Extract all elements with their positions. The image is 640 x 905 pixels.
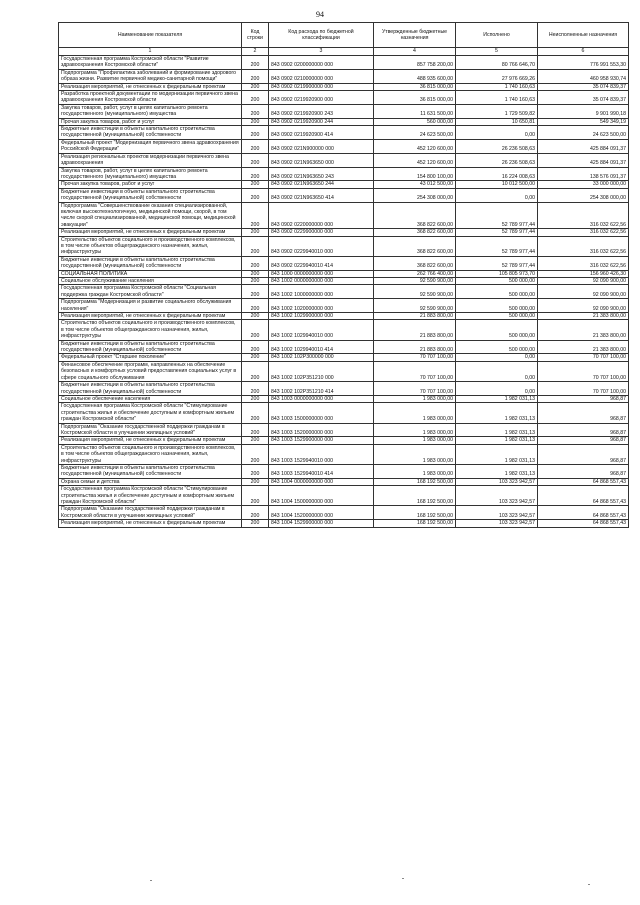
col-header-approved: Утвержденные бюджетные назначения [374, 23, 456, 48]
cell-unexecuted: 968,87 [538, 444, 629, 464]
table-row [59, 256, 629, 270]
cell-approved: 70 707 100,00 [374, 354, 456, 361]
cell-executed: 52 789 977,44 [456, 236, 538, 256]
cell-classification: 843 1002 1029940010 000 [269, 320, 374, 340]
cell-name: Федеральный проект "Модернизация первичного звена здравоохранения Российской Федерации" [59, 139, 242, 153]
cell-classification: 843 1004 0000000000 000 [269, 478, 374, 485]
cell-executed: 26 236 508,63 [456, 153, 538, 167]
cell-unexecuted: 33 000 000,00 [538, 181, 629, 188]
cell-executed: 1 982 031,13 [456, 395, 538, 402]
cell-executed: 0,00 [456, 126, 538, 140]
cell-approved: 168 192 500,00 [374, 520, 456, 527]
cell-name: Подпрограмма "Совершенствование оказания специализированной, включая высокотехнологичную, медицинской помощи, скорой, в том числе скорой специализированной, медицинской помощи, медицинской эвакуации" [59, 202, 242, 229]
cell-row-code: 200 [242, 256, 269, 270]
cell-executed: 1 729 509,82 [456, 104, 538, 118]
cell-classification: 843 1004 1520000000 000 [269, 506, 374, 520]
cell-approved: 154 800 100,00 [374, 167, 456, 181]
cell-classification: 843 1002 1029900000 000 [269, 313, 374, 320]
cell-classification: 843 0902 0229940010 414 [269, 256, 374, 270]
table-row [59, 299, 629, 313]
budget-execution-table [58, 22, 629, 528]
col-header-code: Код строки [242, 23, 269, 48]
cell-approved: 1 983 000,00 [374, 464, 456, 478]
cell-row-code: 200 [242, 382, 269, 396]
cell-approved: 488 935 600,00 [374, 69, 456, 83]
cell-unexecuted: 968,87 [538, 403, 629, 423]
cell-classification: 843 1002 1020000000 000 [269, 299, 374, 313]
cell-unexecuted: 64 868 557,43 [538, 520, 629, 527]
cell-row-code: 200 [242, 181, 269, 188]
cell-executed: 500 000,00 [456, 278, 538, 285]
cell-unexecuted: 316 032 622,56 [538, 229, 629, 236]
cell-name: Разработка проектной документации по модернизации первичного звена здравоохранения Костромской области [59, 91, 242, 105]
cell-row-code: 200 [242, 403, 269, 423]
cell-name: Строительство объектов социального и производственного комплексов, в том числе объектов общегражданского назначения, жилья, инфраструктуры [59, 444, 242, 464]
cell-executed: 52 789 977,44 [456, 229, 538, 236]
cell-row-code: 200 [242, 104, 269, 118]
cell-unexecuted: 21 383 800,00 [538, 340, 629, 354]
column-number: 1 [59, 48, 242, 56]
cell-executed: 500 000,00 [456, 313, 538, 320]
cell-approved: 168 192 500,00 [374, 506, 456, 520]
cell-classification: 843 0902 021N963650 244 [269, 181, 374, 188]
cell-executed: 10 650,81 [456, 118, 538, 125]
cell-executed: 500 000,00 [456, 320, 538, 340]
cell-row-code: 200 [242, 361, 269, 381]
cell-name: Подпрограмма "Оказание государственной поддержки гражданам в Костромской области в улучшении жилищных условий" [59, 423, 242, 437]
cell-name: Реализация мероприятий, не отнесенных к федеральным проектам [59, 313, 242, 320]
column-number: 5 [456, 48, 538, 56]
cell-classification: 843 0902 021N963650 414 [269, 188, 374, 202]
cell-classification: 843 1002 102P351210 414 [269, 382, 374, 396]
cell-unexecuted: 21 383 800,00 [538, 313, 629, 320]
cell-name: Реализация мероприятий, не отнесенных к федеральным проектам [59, 83, 242, 90]
cell-name: Государственная программа Костромской области "Развитие здравоохранения Костромской области" [59, 56, 242, 70]
cell-classification: 843 0902 0229940010 000 [269, 236, 374, 256]
cell-classification: 843 0902 021N900000 000 [269, 139, 374, 153]
table-row [59, 486, 629, 506]
cell-unexecuted: 425 884 091,37 [538, 139, 629, 153]
cell-unexecuted: 968,87 [538, 395, 629, 402]
cell-unexecuted: 316 032 622,56 [538, 202, 629, 229]
cell-classification: 843 1003 1520000000 000 [269, 423, 374, 437]
cell-row-code: 200 [242, 167, 269, 181]
cell-executed: 52 789 977,44 [456, 202, 538, 229]
table-row [59, 320, 629, 340]
cell-executed: 16 224 008,63 [456, 167, 538, 181]
table-row [59, 520, 629, 527]
cell-classification: 843 1003 0000000000 000 [269, 395, 374, 402]
cell-executed: 0,00 [456, 188, 538, 202]
cell-unexecuted: 70 707 100,00 [538, 361, 629, 381]
cell-row-code: 200 [242, 139, 269, 153]
cell-executed: 1 982 031,13 [456, 403, 538, 423]
cell-row-code: 200 [242, 56, 269, 70]
cell-row-code: 200 [242, 188, 269, 202]
cell-row-code: 200 [242, 91, 269, 105]
cell-approved: 1 983 000,00 [374, 395, 456, 402]
cell-executed: 0,00 [456, 382, 538, 396]
cell-unexecuted: 35 074 839,37 [538, 91, 629, 105]
cell-executed: 1 982 031,13 [456, 423, 538, 437]
cell-executed: 103 323 942,57 [456, 520, 538, 527]
cell-executed: 500 000,00 [456, 285, 538, 299]
column-number: 2 [242, 48, 269, 56]
cell-row-code: 200 [242, 313, 269, 320]
cell-approved: 1 983 000,00 [374, 444, 456, 464]
cell-row-code: 200 [242, 340, 269, 354]
table-row [59, 506, 629, 520]
col-header-classification: Код расхода по бюджетной классификации [269, 23, 374, 48]
cell-unexecuted: 968,87 [538, 464, 629, 478]
cell-executed: 1 982 031,13 [456, 437, 538, 444]
cell-approved: 1 983 000,00 [374, 403, 456, 423]
cell-unexecuted: 92 090 900,00 [538, 299, 629, 313]
table-row [59, 444, 629, 464]
table-row [59, 313, 629, 320]
cell-unexecuted: 138 576 091,37 [538, 167, 629, 181]
cell-row-code: 200 [242, 354, 269, 361]
cell-classification: 843 1002 102P300000 000 [269, 354, 374, 361]
table-row [59, 361, 629, 381]
table-row [59, 403, 629, 423]
column-number: 6 [538, 48, 629, 56]
cell-classification: 843 1002 102P351210 000 [269, 361, 374, 381]
page-number: 94 [316, 10, 324, 19]
table-row [59, 118, 629, 125]
cell-classification: 843 1003 1529940010 000 [269, 444, 374, 464]
cell-classification: 843 0902 0219920900 000 [269, 91, 374, 105]
cell-unexecuted: 776 991 553,30 [538, 56, 629, 70]
cell-approved: 254 308 000,00 [374, 188, 456, 202]
cell-executed: 1 740 160,63 [456, 83, 538, 90]
cell-name: Закупка товаров, работ, услуг в целях капитального ремонта государственного (муниципального) имущества [59, 167, 242, 181]
cell-name: Бюджетные инвестиции в объекты капитального строительства государственной (муниципальной) собственности [59, 464, 242, 478]
cell-classification: 843 0902 0219900000 000 [269, 83, 374, 90]
cell-classification: 843 0902 0219920900 243 [269, 104, 374, 118]
cell-unexecuted: 64 868 557,43 [538, 506, 629, 520]
cell-executed: 500 000,00 [456, 340, 538, 354]
table-row [59, 139, 629, 153]
cell-approved: 21 883 800,00 [374, 313, 456, 320]
cell-name: Прочая закупка товаров, работ и услуг [59, 118, 242, 125]
scan-speck [588, 884, 590, 885]
cell-row-code: 200 [242, 278, 269, 285]
cell-row-code: 200 [242, 202, 269, 229]
cell-approved: 168 192 500,00 [374, 478, 456, 485]
cell-row-code: 200 [242, 486, 269, 506]
cell-executed: 0,00 [456, 361, 538, 381]
cell-unexecuted: 425 884 091,37 [538, 153, 629, 167]
cell-executed: 500 000,00 [456, 299, 538, 313]
table-row [59, 91, 629, 105]
table-row [59, 278, 629, 285]
cell-approved: 1 983 000,00 [374, 437, 456, 444]
cell-name: Реализация мероприятий, не отнесенных к федеральным проектам [59, 437, 242, 444]
table-row [59, 69, 629, 83]
cell-name: Закупка товаров, работ, услуг в целях капитального ремонта государственного (муниципального) имущества [59, 104, 242, 118]
cell-row-code: 200 [242, 423, 269, 437]
cell-approved: 21 883 800,00 [374, 340, 456, 354]
table-row [59, 478, 629, 485]
cell-unexecuted: 70 707 100,00 [538, 354, 629, 361]
table-row [59, 202, 629, 229]
cell-approved: 70 707 100,00 [374, 382, 456, 396]
cell-name: Реализация мероприятий, не отнесенных к федеральным проектам [59, 520, 242, 527]
cell-row-code: 200 [242, 153, 269, 167]
cell-approved: 21 883 800,00 [374, 320, 456, 340]
table-header-row [59, 23, 629, 48]
cell-classification: 843 1003 1500000000 000 [269, 403, 374, 423]
cell-name: Подпрограмма "Оказание государственной поддержки гражданам в Костромской области в улучшении жилищных условий" [59, 506, 242, 520]
cell-name: Социальное обслуживание населения [59, 278, 242, 285]
cell-executed: 80 766 646,70 [456, 56, 538, 70]
cell-executed: 105 805 973,70 [456, 270, 538, 277]
table-row [59, 153, 629, 167]
scan-speck [402, 878, 404, 879]
cell-executed: 10 012 500,00 [456, 181, 538, 188]
cell-approved: 560 000,00 [374, 118, 456, 125]
cell-unexecuted: 968,87 [538, 423, 629, 437]
cell-name: Реализация региональных проектов модернизации первичного звена здравоохранения [59, 153, 242, 167]
cell-name: Подпрограмма "Модернизация и развитие социального обслуживания населения" [59, 299, 242, 313]
col-header-name: Наименование показателя [59, 23, 242, 48]
table-row [59, 83, 629, 90]
cell-name: Подпрограмма "Профилактика заболеваний и формирование здорового образа жизни. Развитие первичной медико-санитарной помощи" [59, 69, 242, 83]
cell-row-code: 200 [242, 270, 269, 277]
table-row [59, 236, 629, 256]
cell-approved: 368 822 600,00 [374, 229, 456, 236]
table-row [59, 423, 629, 437]
cell-approved: 262 766 400,00 [374, 270, 456, 277]
cell-row-code: 200 [242, 236, 269, 256]
cell-approved: 11 631 500,00 [374, 104, 456, 118]
cell-unexecuted: 92 090 900,00 [538, 278, 629, 285]
cell-row-code: 200 [242, 229, 269, 236]
cell-approved: 168 192 500,00 [374, 486, 456, 506]
scan-speck [150, 880, 152, 881]
cell-row-code: 200 [242, 506, 269, 520]
cell-unexecuted: 254 308 000,00 [538, 188, 629, 202]
cell-classification: 843 0902 0210000000 000 [269, 69, 374, 83]
cell-unexecuted: 92 090 900,00 [538, 285, 629, 299]
cell-executed: 0,00 [456, 354, 538, 361]
cell-row-code: 200 [242, 126, 269, 140]
cell-executed: 103 323 942,57 [456, 486, 538, 506]
cell-row-code: 200 [242, 437, 269, 444]
cell-approved: 1 983 000,00 [374, 423, 456, 437]
cell-name: Социальное обеспечение населения [59, 395, 242, 402]
cell-classification: 843 1000 0000000000 000 [269, 270, 374, 277]
table-row [59, 126, 629, 140]
cell-row-code: 200 [242, 83, 269, 90]
cell-executed: 103 323 942,57 [456, 506, 538, 520]
cell-unexecuted: 64 868 557,43 [538, 486, 629, 506]
cell-classification: 843 0902 0200000000 000 [269, 56, 374, 70]
cell-approved: 452 120 600,00 [374, 153, 456, 167]
table-row [59, 56, 629, 70]
table-body [59, 56, 629, 528]
table-row [59, 382, 629, 396]
cell-name: Строительство объектов социального и производственного комплексов, в том числе объектов общегражданского назначения, жилья, инфраструктуры [59, 236, 242, 256]
cell-row-code: 200 [242, 69, 269, 83]
cell-executed: 1 982 031,13 [456, 464, 538, 478]
cell-approved: 36 815 000,00 [374, 83, 456, 90]
column-number: 4 [374, 48, 456, 56]
cell-name: СОЦИАЛЬНАЯ ПОЛИТИКА [59, 270, 242, 277]
cell-row-code: 200 [242, 464, 269, 478]
cell-row-code: 200 [242, 320, 269, 340]
cell-name: Бюджетные инвестиции в объекты капитального строительства государственной (муниципальной) собственности [59, 126, 242, 140]
table-row [59, 229, 629, 236]
cell-unexecuted: 968,87 [538, 437, 629, 444]
cell-row-code: 200 [242, 478, 269, 485]
cell-classification: 843 0902 0219920900 414 [269, 126, 374, 140]
cell-name: Бюджетные инвестиции в объекты капитального строительства государственной (муниципальной) собственности [59, 188, 242, 202]
table-row [59, 395, 629, 402]
table-row [59, 167, 629, 181]
cell-executed: 103 323 942,57 [456, 478, 538, 485]
cell-classification: 843 1002 1000000000 000 [269, 285, 374, 299]
cell-row-code: 200 [242, 395, 269, 402]
cell-unexecuted: 9 901 990,18 [538, 104, 629, 118]
cell-classification: 843 1003 1529940010 414 [269, 464, 374, 478]
table-row [59, 354, 629, 361]
table-row [59, 285, 629, 299]
table-row [59, 104, 629, 118]
cell-classification: 843 1004 1500000000 000 [269, 486, 374, 506]
cell-classification: 843 0902 021N963650 000 [269, 153, 374, 167]
cell-approved: 43 012 500,00 [374, 181, 456, 188]
cell-classification: 843 1004 1529900000 000 [269, 520, 374, 527]
table-row [59, 188, 629, 202]
cell-name: Строительство объектов социального и производственного комплексов, в том числе объектов общегражданского назначения, жилья, инфраструктуры [59, 320, 242, 340]
cell-name: Охрана семьи и детства [59, 478, 242, 485]
cell-classification: 843 1002 1029940010 414 [269, 340, 374, 354]
cell-approved: 452 120 600,00 [374, 139, 456, 153]
cell-executed: 1 740 160,63 [456, 91, 538, 105]
table-row [59, 464, 629, 478]
col-header-unexecuted: Неисполненные назначения [538, 23, 629, 48]
cell-name: Бюджетные инвестиции в объекты капитального строительства государственной (муниципальной) собственности [59, 256, 242, 270]
cell-name: Федеральный проект "Старшее поколение" [59, 354, 242, 361]
cell-row-code: 200 [242, 444, 269, 464]
cell-classification: 843 0902 0219920900 244 [269, 118, 374, 125]
cell-name: Финансовое обеспечение программ, направленных на обеспечение безопасных и комфортных условий предоставления социальных услуг в сфере социального обслуживания [59, 361, 242, 381]
cell-unexecuted: 316 032 622,56 [538, 256, 629, 270]
cell-approved: 24 623 500,00 [374, 126, 456, 140]
column-number: 3 [269, 48, 374, 56]
cell-name: Государственная программа Костромской области "Социальная поддержка граждан Костромской области" [59, 285, 242, 299]
cell-row-code: 200 [242, 285, 269, 299]
cell-unexecuted: 64 868 557,43 [538, 478, 629, 485]
cell-approved: 368 822 600,00 [374, 236, 456, 256]
cell-approved: 92 590 900,00 [374, 285, 456, 299]
cell-executed: 52 789 977,44 [456, 256, 538, 270]
cell-name: Бюджетные инвестиции в объекты капитального строительства государственной (муниципальной) собственности [59, 382, 242, 396]
cell-row-code: 200 [242, 520, 269, 527]
cell-row-code: 200 [242, 299, 269, 313]
table-row [59, 437, 629, 444]
table-row [59, 340, 629, 354]
cell-name: Бюджетные инвестиции в объекты капитального строительства государственной (муниципальной) собственности [59, 340, 242, 354]
cell-row-code: 200 [242, 118, 269, 125]
cell-unexecuted: 316 032 622,56 [538, 236, 629, 256]
cell-executed: 1 982 031,13 [456, 444, 538, 464]
cell-unexecuted: 156 960 426,30 [538, 270, 629, 277]
cell-approved: 857 758 200,00 [374, 56, 456, 70]
cell-unexecuted: 24 623 500,00 [538, 126, 629, 140]
col-header-executed: Исполнено [456, 23, 538, 48]
cell-classification: 843 0902 0220000000 000 [269, 202, 374, 229]
table-row [59, 270, 629, 277]
cell-unexecuted: 70 707 100,00 [538, 382, 629, 396]
cell-unexecuted: 35 074 839,37 [538, 83, 629, 90]
cell-executed: 26 236 508,63 [456, 139, 538, 153]
cell-name: Государственная программа Костромской области "Стимулирование строительства жилья и обеспечение доступным и комфортным жильем граждан Костромской области" [59, 486, 242, 506]
table-row [59, 181, 629, 188]
cell-name: Государственная программа Костромской области "Стимулирование строительства жилья и обеспечение доступным и комфортным жильем граждан Костромской области" [59, 403, 242, 423]
cell-unexecuted: 21 383 800,00 [538, 320, 629, 340]
cell-name: Прочая закупка товаров, работ и услуг [59, 181, 242, 188]
cell-approved: 36 815 000,00 [374, 91, 456, 105]
cell-classification: 843 1002 0000000000 000 [269, 278, 374, 285]
cell-unexecuted: 460 958 930,74 [538, 69, 629, 83]
cell-approved: 92 590 900,00 [374, 299, 456, 313]
column-number-row [59, 48, 629, 56]
cell-name: Реализация мероприятий, не отнесенных к федеральным проектам [59, 229, 242, 236]
cell-classification: 843 1003 1529900000 000 [269, 437, 374, 444]
cell-executed: 27 976 669,26 [456, 69, 538, 83]
cell-approved: 70 707 100,00 [374, 361, 456, 381]
cell-unexecuted: 549 349,19 [538, 118, 629, 125]
cell-approved: 92 590 900,00 [374, 278, 456, 285]
cell-classification: 843 0902 021N963650 243 [269, 167, 374, 181]
cell-classification: 843 0902 0229900000 000 [269, 229, 374, 236]
cell-approved: 368 822 600,00 [374, 256, 456, 270]
cell-approved: 368 822 600,00 [374, 202, 456, 229]
